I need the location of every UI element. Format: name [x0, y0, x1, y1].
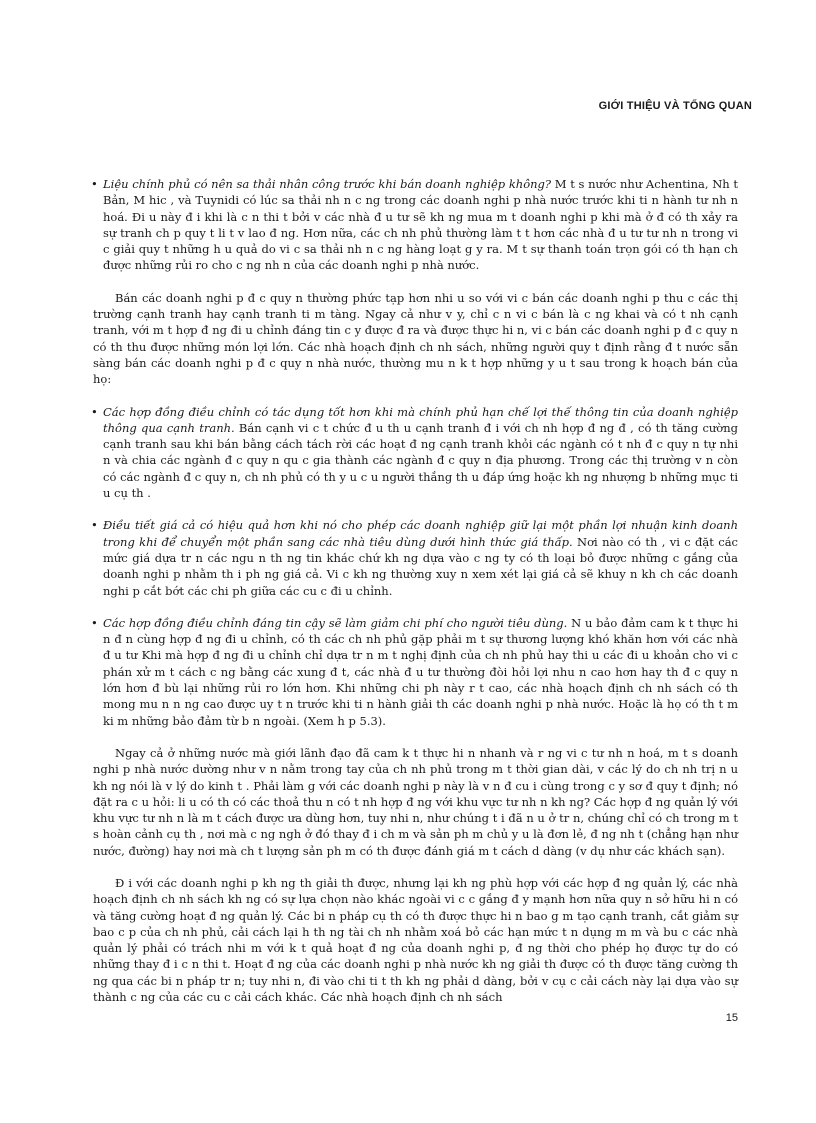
bullet-body: M t s nước như Achentina, Nh t Bản, M hic , và Tuynidi có lúc sa thải nh n c ng trong các doanh nghi p nhà nước trước khi ti n hành tư nh n hoá. Đi u này đ i khi là c n thi t bởi v các nhà đ u tư sẽ kh ng mua m t doanh nghi p khi mà ở đ có th xảy ra sự tranh ch p quy t li t v lao đ ng. Hơn nữa, các ch nh phủ thường làm t t hơn các nhà đ u tư tư nh n trong vi c giải quy t những h u quả do vi c sa thải nh n c ng hàng loạt g y ra. M t sự thanh toán trọn gói có th hạn ch được những rủi ro cho c ng nh n của các doanh nghi p nhà nước. — [103, 177, 738, 273]
bullet-lead: Liệu chính phủ có nên sa thải nhân công trước khi bán doanh nghiệp không? — [103, 177, 552, 191]
bullet-item — [93, 615, 738, 729]
bullet-body: N u bảo đảm cam k t thực hi n đ n cùng hợp đ ng đi u chỉnh, có th các ch nh phủ gặp phải m t sự thương lượng khó khăn hơn với các nhà đ u tư Khi mà hợp đ ng đi u chỉnh chỉ dựa tr n m t nghị định của ch nh phủ hay thi u các đi u khoản cho vi c phán xử m t cách c ng bằng các xung đ t, các nhà đ u tư thường đòi hỏi lợi nhu n cao hơn hay th đ c quy n lớn hơn đ bù lại những rủi ro lớn hơn. Khi những chi ph này r t cao, các nhà hoạch định ch nh sách có th mong mu n n ng cao được uy t n trước khi ti n hành giải th các doanh nghi p nhà nước. Hoặc là họ có th t m ki m những bảo đảm từ b n ngoài. (Xem h p 5.3). — [103, 615, 738, 728]
bullet-list-2 — [93, 404, 738, 729]
bullet-item — [93, 517, 738, 598]
bullet-lead: Các hợp đồng điều chỉnh có tác dụng tốt hơn khi mà chính phủ hạn chế lợi thế thông tin của doanh nghiệp thông qua cạnh tranh. — [103, 404, 738, 435]
bullet-item — [93, 404, 738, 502]
bullet-body: Nơi nào có th , vi c đặt các mức giá dựa tr n các ngu n th ng tin khác chứ kh ng dựa vào c ng ty có th loại bỏ được những c gắng của doanh nghi p nhằm th i ph ng giá cả. Vi c kh ng thường xuy n xem xét lại giá cả sẽ khuy n kh ch các doanh nghi p cắt bớt các chi ph giữa các cu c đi u chỉnh. — [103, 534, 738, 598]
paragraph: Bán các doanh nghi p đ c quy n thường phức tạp hơn nhi u so với vi c bán các doanh nghi p thu c các thị trường cạnh tranh hay cạnh tranh ti m tàng. Ngay cả như v y, chỉ c n vi c bán là c ng khai và có t nh cạnh tranh, với m t hợp đ ng đi u chỉnh đáng tin c y được đ ra và được thực hi n, vi c bán các doanh nghi p đ c quy n có th thu được những món lợi lớn. Các nhà hoạch định ch nh sách, những người quy t định rằng đ t nước sẵn sàng bán các doanh nghi p đ c quy n nhà nước, thường mu n k t hợp những y u t sau trong k hoạch bán của họ: — [93, 290, 738, 387]
bullet-body: Bán cạnh vi c t chức đ u th u cạnh tranh đ i với ch nh hợp đ ng đ , có th tăng cường cạnh tranh sau khi bán bằng cách tách rời các hoạt đ ng cạnh tranh khỏi các ngành có t nh đ c quy n tự nhi n và chia các ngành đ c quy n qu c gia thành các ngành đ c quy n địa phương. Trong các thị trường v n còn có các ngành đ c quy n, ch nh phủ có th y u c u người thắng th u đáp ứng hoặc kh ng nhượng b những mục ti u cụ th . — [103, 420, 738, 501]
paragraph: Ngay cả ở những nước mà giới lãnh đạo đã cam k t thực hi n nhanh và r ng vi c tư nh n hoá, m t s doanh nghi p nhà nước dường như v n nằm trong tay của ch nh phủ trong m t thời gian dài, v các lý do ch nh trị n u kh ng nói là v lý do kinh t . Phải làm g với các doanh nghi p này là v n đ cu i cùng trong c y sơ đ quy t định; nó đặt ra c u hỏi: li u có th có các thoả thu n có t nh hợp đ ng với khu vực tư nh n kh ng? Các hợp đ ng quản lý với khu vực tư nh n là m t cách được ưa dùng hơn, tuy nhi n, như chúng t i đã n u ở tr n, chúng chỉ có ch trong m t s hoàn cảnh cụ th , nơi mà c ng ngh ở đó thay đ i ch m và sản ph m chủ y u là đơn lẻ, đ ng nh t (chẳng hạn như nước, đường) hay nơi mà ch t lượng sản ph m có th được đánh giá m t cách d dàng (v dụ như các khách sạn). — [93, 745, 738, 858]
bullet-lead: Điều tiết giá cả có hiệu quả hơn khi nó cho phép các doanh nghiệp giữ lại một phần lợi nhuận kinh doanh trong khi để chuyển một phần sang các nhà tiêu dùng dưới hình thức giá thấp. — [103, 518, 738, 549]
running-head-title: GIỚI THIỆU VÀ TỔNG QUAN — [598, 100, 752, 112]
paragraph: Đ i với các doanh nghi p kh ng th giải th được, nhưng lại kh ng phù hợp với các hợp đ ng quản lý, các nhà hoạch định ch nh sách kh ng có sự lựa chọn nào khác ngoài vi c c gắng đ y mạnh hơn nữa quy n sở hữu hi n có và tăng cường hoạt đ ng quản lý. Các bi n pháp cụ th có th được thực hi n bao g m tạo cạnh tranh, cắt giảm sự bao c p của ch nh phủ, cải cách lại h th ng tài ch nh nhằm xoá bỏ các hạn mức t n dụng m m và bu c các nhà quản lý phải có trách nhi m với k t quả hoạt đ ng của doanh nghi p, đ ng thời cho phép họ được tự do có những thay đ i c n thi t. Hoạt đ ng của các doanh nghi p nhà nước kh ng giải th được có th được tăng cường th ng qua các bi n pháp tr n; tuy nhi n, đi vào chi ti t th kh ng phải d dàng, bởi v cụ c cải cách này lại dựa vào sự thành c ng của các cu c cải cách khác. Các nhà hoạch định ch nh sách — [93, 875, 738, 1005]
body-text — [93, 176, 738, 1021]
bullet-item — [93, 176, 738, 274]
bullet-list-1 — [93, 176, 738, 274]
page-number: 15 — [725, 1012, 738, 1024]
bullet-lead: Các hợp đồng điều chỉnh đáng tin cậy sẽ làm giảm chi phí cho người tiêu dùng. — [103, 615, 568, 630]
